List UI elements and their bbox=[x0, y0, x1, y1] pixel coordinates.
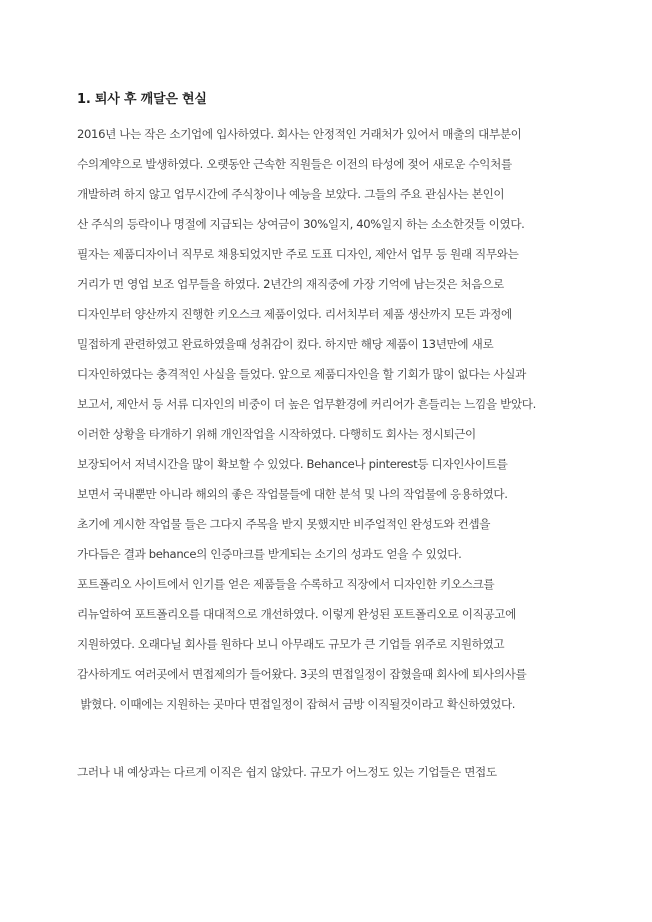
paragraph-line: 필자는 제품디자이너 직무로 채용되었지만 주로 도표 디자인, 제안서 업무 등 원래 직무와는 bbox=[77, 247, 519, 261]
paragraph-line: 산 주식의 등락이나 명절에 지급되는 상여금이 30%일지, 40%일지 하는 소소한것들 이였다. bbox=[77, 217, 525, 231]
section-heading: 1. 퇴사 후 깨달은 현실 bbox=[77, 92, 207, 107]
paragraph-line: 밝혔다. 이때에는 지원하는 곳마다 면접일정이 잡혀서 금방 이직될것이라고 확신하였었다. bbox=[77, 697, 516, 711]
paragraph-line: 디자인하였다는 충격적인 사실을 들었다. 앞으로 제품디자인을 할 기회가 많이 없다는 사실과 bbox=[77, 367, 526, 381]
paragraph-line: 그러나 내 예상과는 다르게 이직은 쉽지 않았다. 규모가 어느정도 있는 기업들은 면접도 bbox=[77, 765, 497, 779]
paragraph-line: 포트폴리오 사이트에서 인기를 얻은 제품들을 수록하고 직장에서 디자인한 키오스크를 bbox=[77, 577, 495, 591]
paragraph-line: 거리가 먼 영업 보조 업무들을 하였다. 2년간의 재직중에 가장 기억에 남는것은 처음으로 bbox=[77, 277, 504, 291]
paragraph-line: 리뉴얼하여 포트폴리오를 대대적으로 개선하였다. 이렇게 완성된 포트폴리오로 이직공고에 bbox=[77, 607, 516, 621]
paragraph-line: 가다듬은 결과 behance의 인증마크를 받게되는 소기의 성과도 얻을 수 있었다. bbox=[77, 547, 462, 561]
paragraph-line: 초기에 게시한 작업물 들은 그다지 주목을 받지 못했지만 비주얼적인 완성도와 컨셉을 bbox=[77, 517, 491, 531]
paragraph-line: 보장되어서 저녁시간을 많이 확보할 수 있었다. Behance나 pinterest등 디자인사이트를 bbox=[77, 457, 508, 471]
paragraph-line: 지원하였다. 오래다닐 회사를 원하다 보니 아무래도 규모가 큰 기업들 위주로 지원하였고 bbox=[77, 637, 505, 651]
paragraph-line: 보면서 국내뿐만 아니라 해외의 좋은 작업물들에 대한 분석 및 나의 작업물에 응용하였다. bbox=[77, 487, 508, 501]
paragraph-line: 보고서, 제안서 등 서류 디자인의 비중이 더 높은 업무환경에 커리어가 흔들리는 느낌을 받았다. bbox=[77, 397, 536, 411]
paragraph-line: 이러한 상황을 타개하기 위해 개인작업을 시작하였다. 다행히도 회사는 정시퇴근이 bbox=[77, 427, 476, 441]
paragraph-line: 감사하게도 여러곳에서 면접제의가 들어왔다. 3곳의 면접일정이 잡혔을때 회사에 퇴사의사를 bbox=[77, 667, 527, 681]
paragraph-line: 디자인부터 양산까지 진행한 키오스크 제품이었다. 리서치부터 제품 생산까지 모든 과정에 bbox=[77, 307, 512, 321]
paragraph-line: 밀접하게 관련하였고 완료하였을때 성취감이 컸다. 하지만 해당 제품이 13년만에 새로 bbox=[77, 337, 494, 351]
paragraph-line: 수의계약으로 발생하였다. 오랫동안 근속한 직원들은 이전의 타성에 젖어 새로운 수익처를 bbox=[77, 157, 512, 171]
paragraph-line: 개발하려 하지 않고 업무시간에 주식창이나 예능을 보았다. 그들의 주요 관심사는 본인이 bbox=[77, 187, 505, 201]
paragraph-line: 2016년 나는 작은 소기업에 입사하였다. 회사는 안정적인 거래처가 있어서 매출의 대부분이 bbox=[77, 127, 522, 141]
